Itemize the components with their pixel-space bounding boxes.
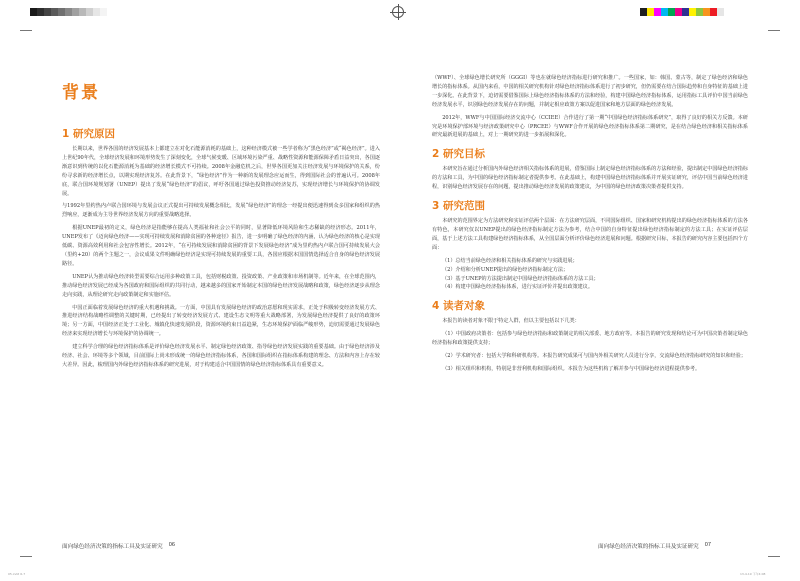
page-number: 06 (168, 542, 175, 548)
color-swatch (86, 8, 93, 16)
color-swatch (79, 8, 86, 16)
color-swatch (647, 8, 654, 16)
registration-mark-icon (392, 6, 404, 18)
color-swatch (72, 8, 79, 16)
list-item: （2）介绍和分析UNEP提出的绿色经济指标制定方法； (442, 266, 569, 273)
print-slug-right: 13-4-19 下午4:08 (740, 572, 766, 576)
section-heading-research-scope: 3 研究范围 (432, 200, 485, 213)
list-item: （1）总结当前绿色经济和相关指标体系的研究与实践进展； (442, 257, 578, 264)
color-swatch (717, 8, 724, 16)
color-swatch (51, 8, 58, 16)
color-swatch (654, 8, 661, 16)
section-heading-readers: 4 读者对象 (432, 300, 485, 313)
page-number: 07 (704, 542, 711, 548)
running-footer-title: 面向绿色经济决策的指标工具及实证研究 (598, 544, 699, 550)
color-swatch (37, 8, 44, 16)
paragraph: 中国正面临着发展绿色经济的重大机遇和挑战。一方面，中国具有发展绿色经济的政治意愿和现实需求，正处于积极转变经济发展方式、推进经济结构战略性调整的关键时期，已经提出了转变经济发展方式、建设生态文明等重大战略部署，为发展绿色经济提供了良好的政策环境；另一方面，中国经济正处于工业化、城镇化快速发展阶段，资源环境约束日益趋紧，生态环境保护面临严峻形势，迫切需要通过发展绿色经济来实现经济增长与环境保护的协调统一。 (62, 304, 380, 338)
list-item: （2）学术研究者：包括大学和科研机构等。本报告研究成果可与国内外相关研究人员进行分享，交流绿色经济指标研究的知识和经验； (442, 353, 746, 360)
color-swatch (58, 8, 65, 16)
color-swatch (661, 8, 668, 16)
list-item: （3）相关组织和机构，特别是非营利机构和国际组织。本报告为这些机构了解并参与中国绿色经济进程提供参考。 (442, 365, 701, 372)
right-page-column (432, 74, 748, 378)
right-page-footer (598, 542, 711, 550)
list-item: （3）基于UNEP的方法提出制定中国绿色经济指标体系的方法工具； (442, 275, 599, 282)
crop-mark (768, 30, 780, 31)
color-swatch (100, 8, 107, 16)
color-swatch (703, 8, 710, 16)
section-heading-research-reason: 1 研究原因 (62, 128, 115, 140)
paragraph: （WWF）、全球绿色增长研究所（GGGI）等也在就绿色经济指标进行研究和推广。一些国家，如：韩国、蒙古等，制定了绿色经济和绿色增长的指标体系。从国内来看，中国的相关研究机构针对绿色经济指标体系进行了初步研究，但仍需要在结合国际趋势和自身特征的基础上进一步深化。在此背景下，迫切需要借鉴国际上绿色经济指标体系的方法和经验，构建中国绿色经济指标体系，运用指标工具评价中国当前绿色经济发展水平，识别绿色经济发展存在的问题，并制定相应政策方案以促进国家和地方层面的绿色经济发展。 (432, 75, 748, 108)
paragraph: 本研究的范围界定为方法研究和实证评估两个层面：在方法研究层面，不同国际组织、国家和研究机构提出的绿色经济指标体系的方法各有特色，本研究仅以UNEP提出的绿色经济指标制定方法为参考，结合中国的自身特征提出绿色经济指标制定的方法工具；在实证评估层面，基于上述方法工具构建绿色经济指标体系，从全国层面分析评价绿色经济进展和问题。根据研究目标，本报告的研究内容主要包括四个方面： (432, 218, 748, 251)
left-page-footer (62, 542, 175, 550)
color-swatch (30, 8, 37, 16)
list-item: （4）构建中国绿色经济指标体系，进行实证评价并提出政策建议。 (442, 284, 593, 291)
paragraph: 建立科学合理的绿色经济指标体系是评价绿色经济发展水平、制定绿色经济政策、指导绿色经济发展实践的重要基础。由于绿色经济涉及经济、社会、环境等多个领域，目前国际上尚未形成统一的绿色经济指标体系，各国和国际组织在指标体系构建的理念、方法和内容上存在较大差异。因此，梳理国内外绿色经济指标体系的研究进展，对于构建适合中国国情的绿色经济指标体系具有重要意义。 (62, 344, 380, 368)
crop-mark (768, 556, 780, 557)
paragraph: 2012年，WWF与中国国际经济交流中心（CCIEE）合作进行了第一期“中国绿色经济指标体系研究”，取得了良好的相关方反馈。本研究是环境保护部环境与经济政策研究中心（PRCEE）与WWF合作开展的绿色经济指标体系第二期研究，是在结合绿色经济和相关指标体系研究最新进展的基础上，对上一期研究的进一步拓展和深化。 (432, 114, 748, 139)
print-slug-left: 05.indd 6-7 (8, 572, 26, 576)
color-swatch (675, 8, 682, 16)
color-swatch (93, 8, 100, 16)
crop-mark (20, 30, 32, 31)
left-page-column (62, 74, 380, 374)
color-swatch (65, 8, 72, 16)
grayscale-color-bar (30, 8, 107, 16)
color-swatch (682, 8, 689, 16)
paragraph: 长期以来，世界各国的经济发展基本上都建立在对化石能源消耗的基础上，这种经济模式被一些学者称为“黑色经济”或“褐色经济”。进入上世纪90年代，全球经济发展和环境形势发生了深刻变化，全球气候变暖、区域环境污染严重、战略性资源和能源保障矛盾日益突出，各国逐渐意识到传统的以化石能源消耗为基础的经济增长模式不可持续。2008年金融危机之后，世界各国更加关注经济发展与环境保护的关系，纷纷寻求新的经济增长点，以期实现经济复苏。在此背景下，“绿色经济”作为一种新的发展理念应运而生，得到国际社会的普遍认可。2008年底，联合国环境规划署（UNEP）提出了发展“绿色经济”的倡议，呼吁各国通过绿色投资推动经济复苏，实现经济增长与环境保护的协调发展。 (62, 146, 380, 197)
page-title: 背景 (62, 83, 100, 103)
paragraph: 根据UNEP最初的定义，绿色经济是指能够在提高人类福祉和社会公平的同时，显著降低环境风险和生态稀缺的经济形态。2011年，UNEP发布了《迈向绿色经济——实现可持续发展和消除贫困的各种途径》报告，进一步明确了绿色经济的内涵，认为绿色经济的核心是实现低碳、资源高效利用和社会包容性增长。2012年，“在可持续发展和消除贫困的背景下发展绿色经济”成为里约热内卢联合国可持续发展大会（里约+20）的两个主题之一，会议成果文件明确绿色经济是实现可持续发展的重要工具，各国应根据本国国情选择适合自身的绿色经济发展路径。 (62, 225, 380, 267)
cmyk-color-bar (640, 8, 724, 16)
running-footer-title: 面向绿色经济决策的指标工具及实证研究 (62, 544, 163, 550)
section-heading-research-goal: 2 研究目标 (432, 148, 485, 161)
paragraph: 本研究旨在通过分析国内外绿色经济相关指标体系的进展，借鉴国际上制定绿色经济指标体系的方法和经验，提出制定中国绿色经济指标的方法和工具，为中国的绿色经济指标制定者提供参考。在此基础上，构建中国绿色经济指标体系并开展实证研究，评估中国当前绿色经济进程，识别绿色经济发展存在的问题，提出推动绿色经济发展的政策建议，为中国的绿色经济政策决策者提供支持。 (432, 166, 748, 191)
paragraph: 与1992年里约热内卢联合国环境与发展会议正式提出可持续发展概念相比，发展“绿色经济”的理念一经提出便迅速得到众多国家和组织的热烈响应，逐渐成为主导世界经济发展方向的重要战略选择。 (62, 203, 380, 219)
color-swatch (44, 8, 51, 16)
crop-mark (20, 556, 32, 557)
list-item: （1）中国政府决策者：包括参与绿色经济指标和政策制定的相关部委、地方政府等。本报告的研究发现和结论可为中国决策者制定绿色经济指标和政策提供支持； (432, 331, 748, 347)
paragraph: 本报告的读者对象不限于特定人群，但以主要包括以下几类： (442, 318, 580, 325)
color-swatch (640, 8, 647, 16)
paragraph: UNEP认为推动绿色经济转型需要综合运用多种政策工具，包括财税政策、投资政策、产业政策和市场机制等。近年来，在全球范围内，推动绿色经济发展已经成为各国政府和国际组织的共同行动，越来越多的国家开始制定本国的绿色经济发展战略和政策，绿色经济逐步从理念走向实践，从理论研究走向政策制定和实施评估。 (62, 273, 380, 298)
color-swatch (710, 8, 717, 16)
color-swatch (668, 8, 675, 16)
color-swatch (696, 8, 703, 16)
color-swatch (689, 8, 696, 16)
